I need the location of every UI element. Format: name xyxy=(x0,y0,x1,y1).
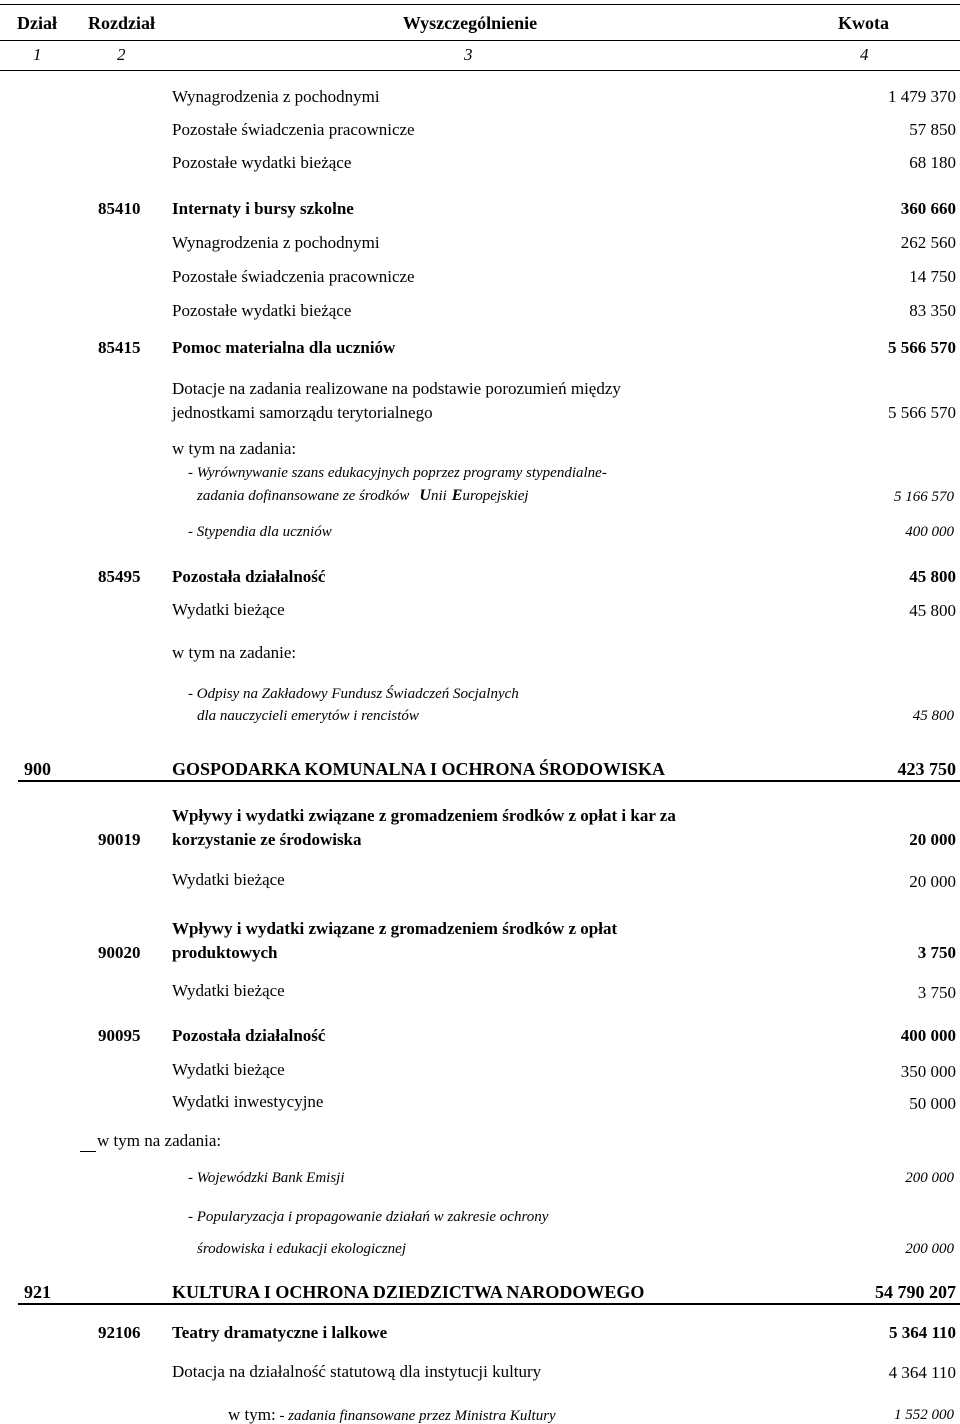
row-label: Pozostałe świadczenia pracownicze xyxy=(172,120,415,139)
dzial-code: 900 xyxy=(24,759,51,779)
task-label-part: uropejskiej xyxy=(462,488,529,504)
rozdzial-title: Internaty i bursy szkolne xyxy=(172,199,354,218)
dzial-code: 921 xyxy=(24,1282,51,1302)
dzial-amount: 54 790 207 xyxy=(875,1282,956,1302)
rozdzial-title: Pozostała działalność xyxy=(172,1026,326,1045)
row-label: Pozostałe wydatki bieżące xyxy=(172,301,352,320)
row-amount: 262 560 xyxy=(900,233,956,252)
row-amount: 45 800 xyxy=(909,601,956,620)
dzial-underline xyxy=(18,780,960,782)
row-amount: 350 000 xyxy=(900,1062,956,1081)
row-amount: 50 000 xyxy=(909,1094,956,1113)
task-prefix: w tym: xyxy=(228,1405,276,1424)
header-mid-border xyxy=(0,40,960,41)
header-rozdzial: Rozdział xyxy=(88,13,155,33)
dzial-title: GOSPODARKA KOMUNALNA I OCHRONA ŚRODOWISKA xyxy=(172,759,666,779)
row-amount: 14 750 xyxy=(909,267,956,286)
row-amount: 57 850 xyxy=(909,120,956,139)
task-label-line-2: dla nauczycieli emerytów i rencistów xyxy=(197,708,419,724)
rozdzial-code: 90020 xyxy=(98,943,141,962)
rozdzial-title-line-2: produktowych xyxy=(172,943,278,962)
rozdzial-code: 90019 xyxy=(98,830,141,849)
row-label-line-1: Dotacje na zadania realizowane na podstawie porozumień między xyxy=(172,379,621,398)
rozdzial-amount: 3 750 xyxy=(917,943,956,962)
rozdzial-code: 92106 xyxy=(98,1323,141,1342)
header-col-3: 3 xyxy=(464,45,473,64)
rozdzial-amount: 5 364 110 xyxy=(888,1323,956,1342)
header-kwota: Kwota xyxy=(838,13,889,33)
task-amount: 200 000 xyxy=(905,1170,954,1186)
task-label-line-1: - Odpisy na Zakładowy Fundusz Świadczeń Socjalnych xyxy=(188,686,519,702)
row-label: Pozostałe świadczenia pracownicze xyxy=(172,267,415,286)
row-amount: 1 479 370 xyxy=(888,87,956,106)
rozdzial-title-line-1: Wpływy i wydatki związane z gromadzeniem środków z opłat i kar za xyxy=(172,806,676,825)
rozdzial-amount: 360 660 xyxy=(900,199,956,218)
rozdzial-amount: 45 800 xyxy=(909,567,956,586)
task-amount: 1 552 000 xyxy=(894,1407,954,1423)
rozdzial-title: Pomoc materialna dla uczniów xyxy=(172,338,396,357)
row-label: Wydatki bieżące xyxy=(172,981,285,1000)
row-label: Wydatki bieżące xyxy=(172,1060,285,1079)
task-label-part: U xyxy=(419,487,431,504)
task-label: - Stypendia dla uczniów xyxy=(188,524,332,540)
task-label-line-1: - Wyrównywanie szans edukacyjnych poprzez programy stypendialne- xyxy=(188,465,607,481)
row-label: Wydatki inwestycyjne xyxy=(172,1092,324,1111)
dzial-amount: 423 750 xyxy=(897,759,956,779)
rozdzial-code: 85415 xyxy=(98,338,141,357)
row-label: Wynagrodzenia z pochodnymi xyxy=(172,233,380,252)
rozdzial-title-line-1: Wpływy i wydatki związane z gromadzeniem środków z opłat xyxy=(172,919,618,938)
row-label: Wydatki bieżące xyxy=(172,870,285,889)
header-col-1: 1 xyxy=(33,45,42,64)
header-wyszczegolnienie: Wyszczególnienie xyxy=(402,13,538,33)
dzial-title: KULTURA I OCHRONA DZIEDZICTWA NARODOWEGO xyxy=(172,1282,645,1302)
header-col-4: 4 xyxy=(860,45,869,64)
rozdzial-amount: 5 566 570 xyxy=(888,338,956,357)
row-amount: 5 566 570 xyxy=(888,403,956,422)
task-amount: 5 166 570 xyxy=(894,489,954,505)
dzial-underline xyxy=(18,1303,960,1305)
row-label: Pozostałe wydatki bieżące xyxy=(172,153,352,172)
task-amount: 200 000 xyxy=(905,1241,954,1257)
subtask-heading: w tym na zadanie: xyxy=(172,643,297,662)
rozdzial-title: Teatry dramatyczne i lalkowe xyxy=(172,1323,388,1342)
task-label-line xyxy=(228,1406,556,1424)
header-dzial: Dział xyxy=(17,13,57,33)
row-label: Dotacja na działalność statutową dla instytucji kultury xyxy=(172,1362,542,1381)
subtask-heading: w tym na zadania: xyxy=(97,1131,222,1150)
task-label-line-1: - Popularyzacja i propagowanie działań w zakresie ochrony xyxy=(188,1209,549,1225)
task-label: - Wojewódzki Bank Emisji xyxy=(188,1170,345,1186)
row-label: Wynagrodzenia z pochodnymi xyxy=(172,87,380,106)
rozdzial-title: Pozostała działalność xyxy=(172,567,326,586)
task-amount: 400 000 xyxy=(905,524,954,540)
task-label-part: zadania dofinansowane ze środków xyxy=(197,488,410,504)
subtask-heading: w tym na zadania: xyxy=(172,439,297,458)
task-label-line-2 xyxy=(197,488,529,504)
header-col-2: 2 xyxy=(117,45,126,64)
row-amount: 4 364 110 xyxy=(888,1363,956,1382)
row-amount: 3 750 xyxy=(917,983,956,1002)
row-amount: 83 350 xyxy=(909,301,956,320)
rozdzial-title-line-2: korzystanie ze środowiska xyxy=(172,830,362,849)
rozdzial-code: 85410 xyxy=(98,199,141,218)
row-amount: 68 180 xyxy=(909,153,956,172)
subtask-underline xyxy=(80,1151,96,1152)
task-amount: 45 800 xyxy=(912,708,954,724)
rozdzial-amount: 400 000 xyxy=(900,1026,956,1045)
row-label: Wydatki bieżące xyxy=(172,600,285,619)
header-bottom-border xyxy=(0,70,960,71)
row-amount: 20 000 xyxy=(909,872,956,891)
row-label-line-2: jednostkami samorządu terytorialnego xyxy=(172,403,433,422)
task-label: - zadania finansowane przez Ministra Kultury xyxy=(275,1408,556,1424)
task-label-part: nii xyxy=(430,488,447,504)
task-label-part: E xyxy=(451,487,463,504)
task-label-line-2: środowiska i edukacji ekologicznej xyxy=(197,1241,406,1257)
header-top-border xyxy=(0,4,960,5)
rozdzial-amount: 20 000 xyxy=(909,830,956,849)
rozdzial-code: 85495 xyxy=(98,567,141,586)
rozdzial-code: 90095 xyxy=(98,1026,141,1045)
